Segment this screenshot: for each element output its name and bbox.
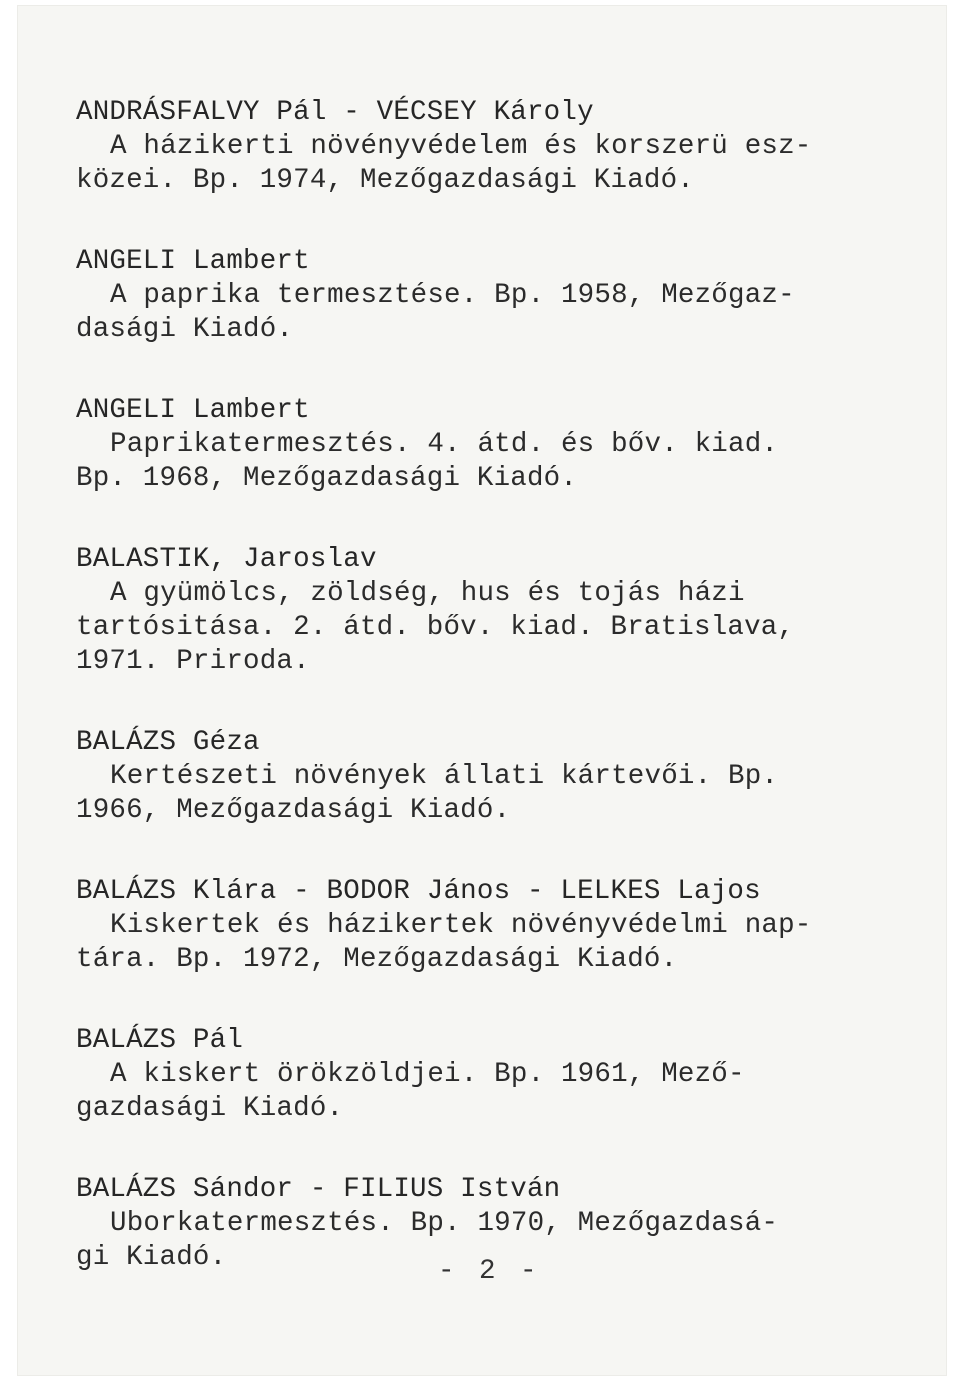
entry-text-line: tartósitása. 2. átd. bőv. kiad. Bratislava, (76, 612, 795, 643)
entry-author: BALÁZS Géza (76, 727, 260, 758)
entry-author: ANGELI Lambert (76, 246, 310, 277)
bibliography-entry (76, 245, 896, 347)
entry-text-line: Kiskertek és házikertek növényvédelmi nap- (110, 910, 812, 941)
document-page (18, 6, 946, 1375)
page-number: - 2 - (438, 1256, 541, 1287)
entry-text-line: 1966, Mezőgazdasági Kiadó. (76, 795, 511, 826)
entry-text-line: 1971. Priroda. (76, 646, 310, 677)
entry-text-line: Bp. 1968, Mezőgazdasági Kiadó. (76, 463, 578, 494)
entry-text-line: A házikerti növényvédelem és korszerü esz- (110, 131, 812, 162)
bibliography-entry (76, 875, 896, 977)
entry-text-line: A paprika termesztése. Bp. 1958, Mezőgaz- (110, 280, 795, 311)
entry-text-line: tára. Bp. 1972, Mezőgazdasági Kiadó. (76, 944, 678, 975)
entry-text-line: A kiskert örökzöldjei. Bp. 1961, Mező- (110, 1059, 745, 1090)
entry-text-line: Paprikatermesztés. 4. átd. és bőv. kiad. (110, 429, 779, 460)
entry-author: BALÁZS Pál (76, 1025, 244, 1056)
entry-text-line: dasági Kiadó. (76, 314, 294, 345)
entry-author: BALASTIK, Jaroslav (76, 544, 377, 575)
entry-text-line: gazdasági Kiadó. (76, 1093, 344, 1124)
bibliography-list (76, 96, 896, 1275)
entry-author: ANDRÁSFALVY Pál - VÉCSEY Károly (76, 97, 594, 128)
entry-author: BALÁZS Sándor - FILIUS István (76, 1174, 561, 1205)
bibliography-entry (76, 96, 896, 198)
bibliography-entry (76, 394, 896, 496)
entry-text-line: Uborkatermesztés. Bp. 1970, Mezőgazdasá- (110, 1208, 779, 1239)
bibliography-entry (76, 543, 896, 679)
entry-author: ANGELI Lambert (76, 395, 310, 426)
bibliography-entry (76, 1024, 896, 1126)
entry-author: BALÁZS Klára - BODOR János - LELKES Lajos (76, 876, 761, 907)
entry-text-line: A gyümölcs, zöldség, hus és tojás házi (110, 578, 745, 609)
entry-text-line: Kertészeti növények állati kártevői. Bp. (110, 761, 779, 792)
entry-text-line: gi Kiadó. (76, 1242, 227, 1273)
bibliography-entry (76, 726, 896, 828)
entry-text-line: közei. Bp. 1974, Mezőgazdasági Kiadó. (76, 165, 694, 196)
